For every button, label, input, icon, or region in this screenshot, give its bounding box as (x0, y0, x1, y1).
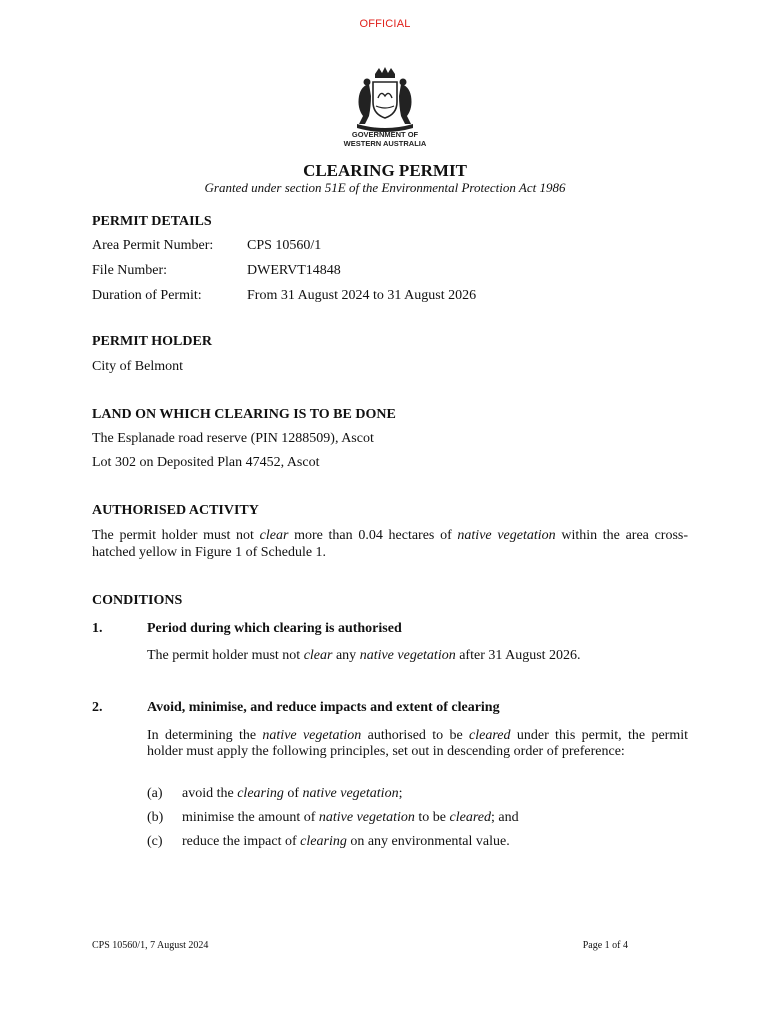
condition-2-item-c-text: reduce the impact of clearing on any environmental value. (182, 834, 510, 849)
land-line-2: Lot 302 on Deposited Plan 47452, Ascot (92, 455, 320, 470)
government-line-2: WESTERN AUSTRALIA (343, 139, 427, 148)
area-permit-number-label: Area Permit Number: (92, 238, 214, 253)
condition-2-item-b-mark: (b) (147, 810, 164, 825)
wa-coat-of-arms-icon (345, 66, 425, 132)
condition-2-title: Avoid, minimise, and reduce impacts and extent of clearing (147, 700, 500, 715)
permit-holder-heading: PERMIT HOLDER (92, 334, 212, 349)
condition-1-number: 1. (92, 621, 103, 636)
duration-value: From 31 August 2024 to 31 August 2026 (247, 288, 477, 303)
condition-2-number: 2. (92, 700, 103, 715)
condition-1-title: Period during which clearing is authorised (147, 621, 402, 636)
permit-holder-name: City of Belmont (92, 359, 183, 374)
file-number-label: File Number: (92, 263, 168, 278)
conditions-heading: CONDITIONS (92, 593, 183, 608)
duration-label: Duration of Permit: (92, 288, 202, 303)
land-heading: LAND ON WHICH CLEARING IS TO BE DONE (92, 407, 396, 422)
file-number-value: DWERVT14848 (247, 263, 341, 278)
condition-2-item-c-mark: (c) (147, 834, 163, 849)
condition-2-item-a-mark: (a) (147, 786, 163, 801)
classification-marking: OFFICIAL (359, 18, 411, 30)
condition-1-text: The permit holder must not clear any native vegetation after 31 August 2026. (147, 648, 581, 663)
document-title: CLEARING PERMIT (303, 161, 467, 180)
permit-details-heading: PERMIT DETAILS (92, 214, 212, 229)
government-line-1: GOVERNMENT OF (351, 130, 419, 139)
document-subtitle: Granted under section 51E of the Environmental Protection Act 1986 (204, 180, 566, 195)
footer-page-number: Page 1 of 4 (582, 940, 628, 951)
authorised-activity-heading: AUTHORISED ACTIVITY (92, 503, 259, 518)
government-label (0, 130, 770, 148)
condition-2-item-b-text: minimise the amount of native vegetation to be cleared; and (182, 810, 519, 825)
authorised-activity-text: The permit holder must not clear more than 0.04 hectares of native vegetation within the area cross-hatched yellow in Figure 1 of Schedule 1. (92, 528, 689, 560)
area-permit-number-value: CPS 10560/1 (247, 238, 322, 253)
condition-2-item-a-text: avoid the clearing of native vegetation; (182, 786, 403, 801)
land-line-1: The Esplanade road reserve (PIN 1288509), Ascot (92, 431, 374, 446)
condition-2-text: In determining the native vegetation authorised to be cleared under this permit, the permit holder must apply the following principles, set out in descending order of preference: (147, 728, 688, 759)
footer-document-ref: CPS 10560/1, 7 August 2024 (92, 940, 209, 951)
